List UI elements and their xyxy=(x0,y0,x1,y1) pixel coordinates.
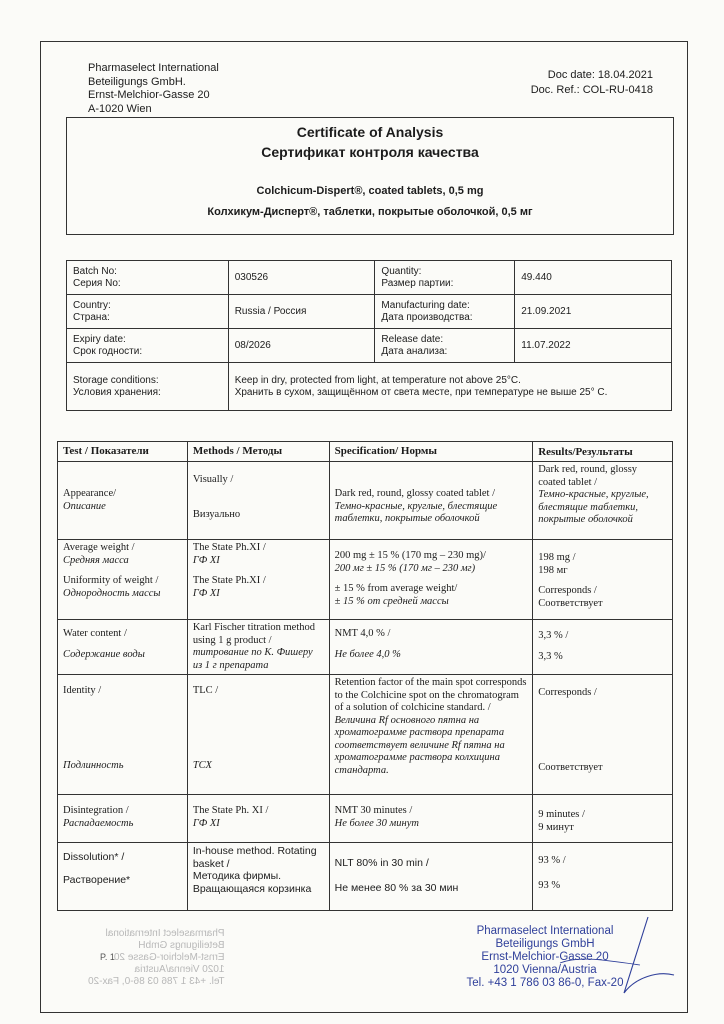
method-identity xyxy=(187,675,329,795)
table-row xyxy=(58,795,673,843)
company-address xyxy=(88,62,219,116)
test-weight-ru: Средняя масса xyxy=(63,554,129,566)
result-weight-en: 198 mg / xyxy=(538,552,576,563)
company-city: A-1020 Wien xyxy=(88,102,152,115)
table-row xyxy=(58,540,673,620)
method-appearance-ru: Визуально xyxy=(192,508,241,520)
spec-disintegration-en: NMT 30 minutes / xyxy=(334,805,413,816)
test-weight-en: Average weight / xyxy=(63,542,135,553)
country-label-en: Country: xyxy=(73,299,111,311)
result-identity xyxy=(533,675,673,795)
mfg-label-ru: Дата производства: xyxy=(381,311,473,323)
spec-appearance xyxy=(329,462,533,540)
result-water-en: 3,3 % / xyxy=(538,630,569,641)
quantity-label xyxy=(375,261,515,295)
test-identity xyxy=(58,675,188,795)
stamp-line-2: Beteiligungs GmbH xyxy=(495,938,595,950)
batch-value: 030526 xyxy=(228,261,375,295)
stamp-line-5: Tel. +43 1 786 03 86-0, Fax-20 xyxy=(466,977,624,989)
storage-value xyxy=(228,363,671,411)
release-label-en: Release date: xyxy=(381,333,444,345)
test-dissolution-en: Dissolution* / xyxy=(63,851,125,863)
stamp-line-1: Pharmaselect International xyxy=(476,925,614,937)
spec-appearance-ru: Темно-красные, круглые, блестящие таблетки, покрытые оболочкой xyxy=(334,500,498,524)
spec-weight xyxy=(329,540,533,620)
spec-identity xyxy=(329,675,533,795)
release-value: 11.07.2022 xyxy=(515,329,672,363)
test-weight xyxy=(58,540,188,620)
test-disintegration xyxy=(58,795,188,843)
test-results-table xyxy=(57,441,673,911)
result-weight-ru: 198 мг xyxy=(538,564,568,576)
country-label-ru: Страна: xyxy=(73,311,110,323)
table-row xyxy=(58,675,673,795)
result-disintegration xyxy=(533,795,673,843)
product-ru: Колхикум-Дисперт®, таблетки, покрытые оболочкой, 0,5 мг xyxy=(207,206,533,218)
mfg-label-en: Manufacturing date: xyxy=(381,299,470,311)
spec-dissolution-ru: Не менее 80 % за 30 мин xyxy=(334,881,459,894)
method-appearance xyxy=(187,462,329,540)
method-identity-ru: ТСХ xyxy=(192,759,212,771)
stamp-line-4: 1020 Vienna/Austria xyxy=(493,964,597,976)
doc-info xyxy=(520,68,653,98)
header-results: Results/Результаты xyxy=(533,442,673,462)
spec-disintegration xyxy=(329,795,533,843)
result-water-ru: 3,3 % xyxy=(538,650,563,662)
test-water-en: Water content / xyxy=(63,628,127,639)
result-uniformity-en: Corresponds / xyxy=(538,585,597,596)
table-row xyxy=(58,843,673,911)
method-disintegration xyxy=(187,795,329,843)
product-en: Colchicum-Dispert®, coated tablets, 0,5 mg xyxy=(256,185,484,197)
title-en: Certificate of Analysis xyxy=(296,124,444,140)
page-number: P. 1 xyxy=(100,952,115,962)
test-identity-ru: Подлинность xyxy=(63,759,124,771)
test-identity-en: Identity / xyxy=(63,685,102,696)
header-methods: Methods / Методы xyxy=(187,442,329,462)
result-identity-ru: Соответствует xyxy=(538,761,603,773)
company-street: Ernst-Melchior-Gasse 20 xyxy=(88,89,210,101)
title-ru: Сертификат контроля качества xyxy=(261,144,479,160)
signature xyxy=(540,905,700,1005)
test-disintegration-en: Disintegration / xyxy=(63,805,129,816)
storage-value-ru: Хранить в сухом, защищённом от света месте, при температуре не выше 25° С. xyxy=(234,386,608,398)
header-spec: Specification/ Нормы xyxy=(329,442,533,462)
storage-label-en: Storage conditions: xyxy=(73,374,159,386)
table-row xyxy=(58,620,673,675)
result-dissolution xyxy=(533,843,673,911)
method-water xyxy=(187,620,329,675)
method-disintegration-en: The State Ph. XI / xyxy=(192,805,269,816)
method-disintegration-ru: ГФ XI xyxy=(192,817,220,829)
expiry-label xyxy=(67,329,229,363)
stamp-line-3: Ernst-Melchior-Gasse 20 xyxy=(481,951,609,963)
result-disintegration-ru: 9 минут xyxy=(538,821,574,833)
quantity-label-en: Quantity: xyxy=(381,265,422,277)
storage-value-en: Keep in dry, protected from light, at temperature not above 25°C. xyxy=(234,374,521,386)
expiry-label-ru: Срок годности: xyxy=(73,345,143,357)
method-dissolution-ru: Методика фирмы. Вращающаяся корзинка xyxy=(192,870,312,895)
result-appearance-ru: Темно-красные, круглые, блестящие таблетки, покрытые оболочкой xyxy=(538,489,649,525)
spec-disintegration-ru: Не более 30 минут xyxy=(334,817,419,829)
spec-weight-en: 200 mg ± 15 % (170 mg – 230 mg)/ xyxy=(334,550,486,561)
country-value: Russia / Россия xyxy=(228,295,375,329)
result-uniformity-ru: Соответствует xyxy=(538,597,603,609)
spec-weight-ru: 200 мг ± 15 % (170 мг – 230 мг) xyxy=(334,562,476,574)
method-water-en: Karl Fischer titration method using 1 g product / xyxy=(192,622,316,646)
result-weight xyxy=(533,540,673,620)
expiry-label-en: Expiry date: xyxy=(73,333,126,345)
company-name-2: Beteiligungs GmbH. xyxy=(88,75,186,88)
test-uniformity-ru: Однородность массы xyxy=(63,587,161,599)
doc-ref: Doc. Ref.: COL-RU-0418 xyxy=(530,84,653,96)
mfg-label xyxy=(375,295,515,329)
method-water-ru: титрование по К. Фишеру из 1 г препарата xyxy=(192,647,313,671)
title-box xyxy=(66,117,674,235)
storage-label xyxy=(67,363,229,411)
batch-label-en: Batch No: xyxy=(73,265,117,277)
spec-uniformity-en: ± 15 % from average weight/ xyxy=(334,583,458,594)
company-name: Pharmaselect International xyxy=(88,62,219,74)
mfg-value: 21.09.2021 xyxy=(515,295,672,329)
test-uniformity-en: Uniformity of weight / xyxy=(63,575,159,586)
batch-label xyxy=(67,261,229,295)
quantity-value: 49.440 xyxy=(515,261,672,295)
spec-water xyxy=(329,620,533,675)
table-row xyxy=(58,462,673,540)
spec-appearance-en: Dark red, round, glossy coated tablet / xyxy=(334,488,495,499)
result-identity-en: Corresponds / xyxy=(538,687,597,698)
storage-label-ru: Условия хранения: xyxy=(73,386,161,398)
header-test: Test / Показатели xyxy=(58,442,188,462)
batch-info-table xyxy=(66,260,672,411)
result-disintegration-en: 9 minutes / xyxy=(538,809,585,820)
result-appearance-en: Dark red, round, glossy coated tablet / xyxy=(538,464,638,488)
method-identity-en: TLC / xyxy=(192,685,219,696)
test-appearance-ru: Описание xyxy=(63,500,106,512)
result-dissolution-en: 93 % / xyxy=(538,855,566,866)
method-weight xyxy=(187,540,329,620)
test-water xyxy=(58,620,188,675)
spec-identity-ru: Величина Rf основного пятна на хроматограмме раствора препарата соответствует величине Rf пятна на хроматограмме раствора колхицина стандарта. xyxy=(334,714,505,776)
result-dissolution-ru: 93 % xyxy=(538,879,561,891)
method-weight-en: The State Ph.XI / xyxy=(192,542,266,553)
test-dissolution xyxy=(58,843,188,911)
spec-identity-en: Retention factor of the main spot corresponds to the Colchicine spot on the chromatogram of a solution of colchicine standard. / xyxy=(334,677,527,713)
bleed-through-stamp: Pharmaselect International Beteiligungs GmbH Ernst-Melchior-Gasse 20 1020 Vienna/Austria Tel. +43 1 786 03 86-0, Fax-20 xyxy=(88,928,225,987)
spec-water-en: NMT 4,0 % / xyxy=(334,628,391,639)
spec-dissolution xyxy=(329,843,533,911)
method-dissolution xyxy=(187,843,329,911)
country-label xyxy=(67,295,229,329)
release-label-ru: Дата анализа: xyxy=(381,345,448,357)
method-weight-ru: ГФ XI xyxy=(192,554,220,566)
doc-date: Doc date: 18.04.2021 xyxy=(547,69,653,81)
method-dissolution-en: In-house method. Rotating basket / xyxy=(192,845,317,870)
method-uniformity-en: The State Ph.XI / xyxy=(192,575,266,586)
expiry-value: 08/2026 xyxy=(228,329,375,363)
release-label xyxy=(375,329,515,363)
result-water xyxy=(533,620,673,675)
spec-water-ru: Не более 4,0 % xyxy=(334,648,401,660)
test-disintegration-ru: Распадаемость xyxy=(63,817,134,829)
method-uniformity-ru: ГФ XI xyxy=(192,587,220,599)
test-appearance xyxy=(58,462,188,540)
method-appearance-en: Visually / xyxy=(192,474,234,485)
quantity-label-ru: Размер партии: xyxy=(381,277,454,289)
spec-uniformity-ru: ± 15 % от средней массы xyxy=(334,595,449,607)
test-water-ru: Содержание воды xyxy=(63,648,145,660)
batch-label-ru: Серия No: xyxy=(73,277,121,289)
result-appearance xyxy=(533,462,673,540)
test-appearance-en: Appearance/ xyxy=(63,488,117,499)
test-dissolution-ru: Растворение* xyxy=(63,873,131,886)
spec-dissolution-en: NLT 80% in 30 min / xyxy=(334,857,429,869)
